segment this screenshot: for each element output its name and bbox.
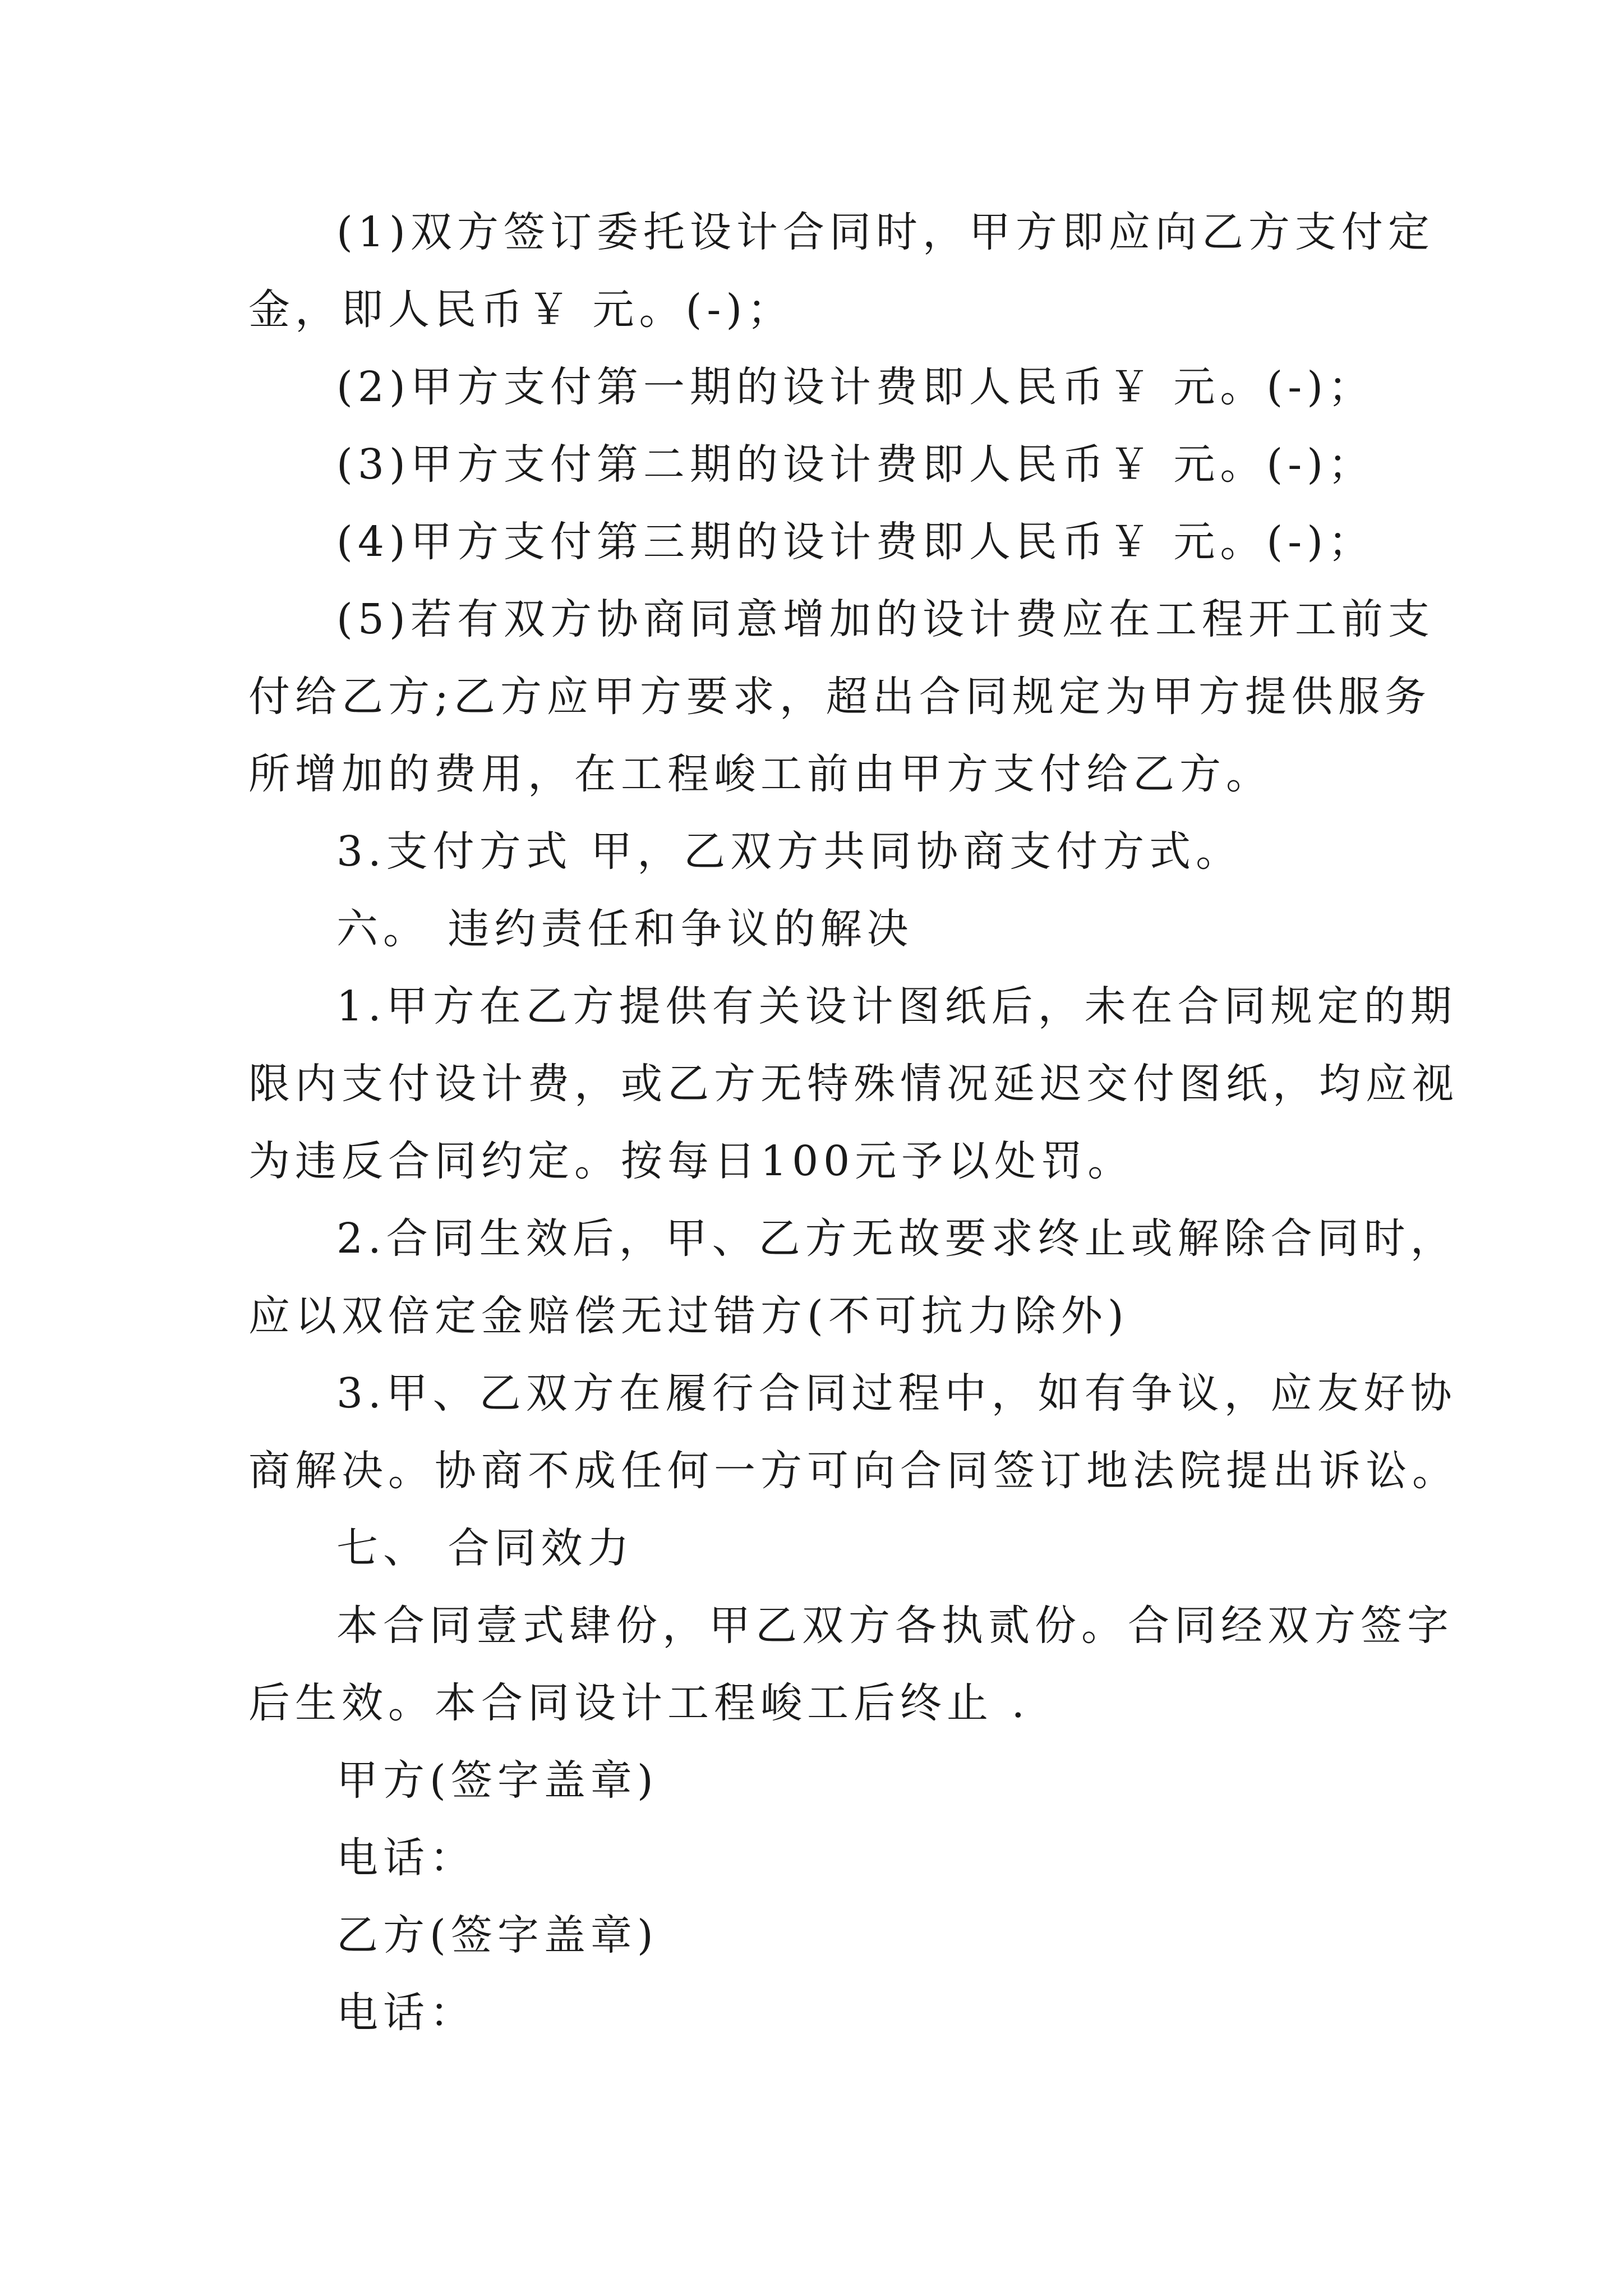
payment-method: 3.支付方式 甲，乙双方共同协商支付方式。	[336, 827, 1243, 876]
liability-item-1-line-1: 1.甲方在乙方提供有关设计图纸后，未在合同规定的期	[336, 982, 1457, 1030]
payment-item-5-line-1: (5)若有双方协商同意增加的设计费应在工程开工前支	[336, 595, 1435, 643]
section-heading-validity: 七、 合同效力	[336, 1524, 634, 1572]
payment-item-5-line-2: 付给乙方;乙方应甲方要求，超出合同规定为甲方提供服务	[248, 673, 1431, 721]
party-a-signature: 甲方(签字盖章)	[336, 1756, 658, 1805]
payment-item-5-line-3: 所增加的费用，在工程峻工前由甲方支付给乙方。	[248, 750, 1272, 798]
payment-item-4: (4)甲方支付第三期的设计费即人民币￥ 元。(-)；	[336, 518, 1375, 566]
liability-item-2-line-1: 2.合同生效后，甲、乙方无故要求终止或解除合同时，	[336, 1214, 1457, 1263]
liability-item-3-line-2: 商解决。协商不成任何一方可向合同签订地法院提出诉讼。	[248, 1447, 1459, 1495]
payment-item-2: (2)甲方支付第一期的设计费即人民币￥ 元。(-)；	[336, 363, 1375, 411]
party-a-phone: 电话：	[336, 1834, 476, 1882]
liability-item-2-line-2: 应以双倍定金赔偿无过错方(不可抗力除外)	[248, 1292, 1129, 1340]
liability-item-1-line-3: 为违反合同约定。按每日100元予以处罚。	[248, 1137, 1135, 1185]
payment-item-1-line-2: 金，即人民币￥ 元。(-)；	[248, 286, 794, 334]
liability-item-3-line-1: 3.甲、乙双方在履行合同过程中，如有争议，应友好协	[336, 1369, 1457, 1418]
section-heading-liability: 六。 违约责任和争议的解决	[336, 905, 914, 953]
party-b-signature: 乙方(签字盖章)	[336, 1911, 658, 1959]
validity-text-line-1: 本合同壹式肆份，甲乙双方各执贰份。合同经双方签字	[336, 1602, 1454, 1650]
liability-item-1-line-2: 限内支付设计费，或乙方无特殊情况延迟交付图纸，均应视	[248, 1060, 1459, 1108]
payment-item-1-line-1: (1)双方签订委托设计合同时，甲方即应向乙方支付定	[336, 208, 1435, 256]
validity-text-line-2: 后生效。本合同设计工程峻工后终止 .	[248, 1679, 1030, 1727]
payment-item-3: (3)甲方支付第二期的设计费即人民币￥ 元。(-)；	[336, 440, 1375, 489]
party-b-phone: 电话：	[336, 1989, 476, 2037]
